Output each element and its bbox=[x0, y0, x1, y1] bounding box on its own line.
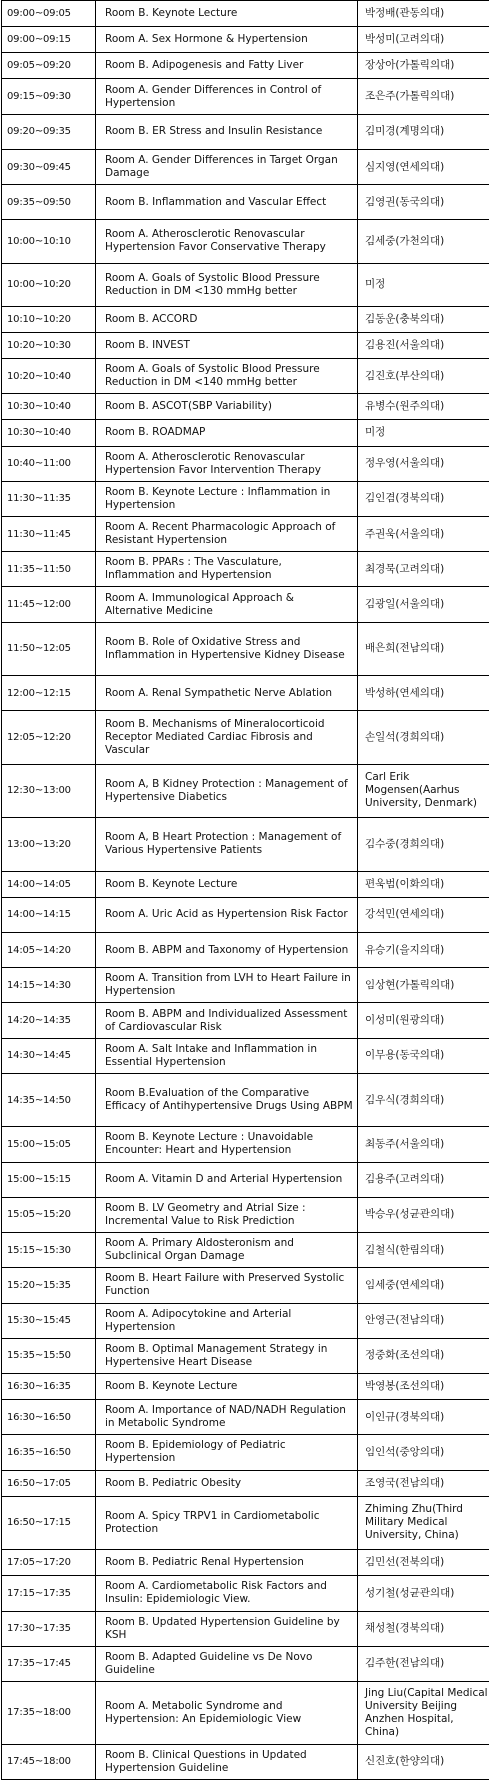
time-cell: 15:30~15:45 bbox=[2, 1303, 96, 1338]
time-cell: 09:35~09:50 bbox=[2, 185, 96, 220]
topic-cell: Room B. ROADMAP bbox=[96, 420, 358, 446]
table-row bbox=[2, 552, 489, 587]
table-row bbox=[2, 1400, 489, 1435]
topic-cell: Room B. Updated Hypertension Guideline by KSH bbox=[96, 1611, 358, 1646]
table-row bbox=[2, 27, 489, 53]
time-cell: 16:50~17:05 bbox=[2, 1470, 96, 1496]
table-row bbox=[2, 897, 489, 932]
table-row bbox=[2, 1268, 489, 1303]
table-row bbox=[2, 1611, 489, 1646]
speaker-cell: 편욱범(이화의대) bbox=[358, 871, 489, 897]
topic-cell: Room B.Evaluation of the Comparative Efficacy of Antihypertensive Drugs Using ABPM bbox=[96, 1073, 358, 1126]
speaker-cell: 채성철(경북의대) bbox=[358, 1611, 489, 1646]
speaker-cell: 김우식(경희의대) bbox=[358, 1073, 489, 1126]
time-cell: 15:00~15:05 bbox=[2, 1127, 96, 1162]
time-cell: 09:30~09:45 bbox=[2, 149, 96, 184]
topic-cell: Room B. Keynote Lecture bbox=[96, 871, 358, 897]
topic-cell: Room A. Salt Intake and Inflammation in Essential Hypertension bbox=[96, 1038, 358, 1073]
speaker-cell: 임인석(중앙의대) bbox=[358, 1435, 489, 1470]
speaker-cell: 강석민(연세의대) bbox=[358, 897, 489, 932]
time-cell: 14:15~14:30 bbox=[2, 968, 96, 1003]
table-row bbox=[2, 1550, 489, 1576]
table-row bbox=[2, 420, 489, 446]
table-row bbox=[2, 1073, 489, 1126]
table-row bbox=[2, 220, 489, 263]
time-cell: 10:40~11:00 bbox=[2, 446, 96, 481]
table-row bbox=[2, 1744, 489, 1779]
topic-cell: Room A. Atherosclerotic Renovascular Hypertension Favor Conservative Therapy bbox=[96, 220, 358, 263]
speaker-cell: 박영봉(조선의대) bbox=[358, 1374, 489, 1400]
table-row bbox=[2, 263, 489, 306]
topic-cell: Room B. Mechanisms of Mineralocorticoid Receptor Mediated Cardiac Fibrosis and Vascular bbox=[96, 711, 358, 764]
speaker-cell: 임세중(연세의대) bbox=[358, 1268, 489, 1303]
table-row bbox=[2, 1435, 489, 1470]
table-row bbox=[2, 1646, 489, 1681]
time-cell: 15:15~15:30 bbox=[2, 1233, 96, 1268]
speaker-cell: 김동운(충북의대) bbox=[358, 306, 489, 332]
speaker-cell: 손일석(경희의대) bbox=[358, 711, 489, 764]
table-row bbox=[2, 306, 489, 332]
speaker-cell: 박성하(연세의대) bbox=[358, 676, 489, 711]
table-row bbox=[2, 1038, 489, 1073]
topic-cell: Room A. Goals of Systolic Blood Pressure Reduction in DM <130 mmHg better bbox=[96, 263, 358, 306]
topic-cell: Room B. Pediatric Renal Hypertension bbox=[96, 1550, 358, 1576]
speaker-cell: 조영국(전남의대) bbox=[358, 1470, 489, 1496]
speaker-cell: 유승기(을지의대) bbox=[358, 933, 489, 968]
table-row bbox=[2, 446, 489, 481]
topic-cell: Room B. Clinical Questions in Updated Hypertension Guideline bbox=[96, 1744, 358, 1779]
table-row bbox=[2, 1374, 489, 1400]
time-cell: 14:00~14:05 bbox=[2, 871, 96, 897]
topic-cell: Room B. ABPM and Taxonomy of Hypertension bbox=[96, 933, 358, 968]
table-row bbox=[2, 481, 489, 516]
table-row bbox=[2, 149, 489, 184]
topic-cell: Room B. Adapted Guideline vs De Novo Guideline bbox=[96, 1646, 358, 1681]
table-row bbox=[2, 871, 489, 897]
speaker-cell: 김인겸(경북의대) bbox=[358, 481, 489, 516]
table-row bbox=[2, 1338, 489, 1373]
time-cell: 17:30~17:35 bbox=[2, 1611, 96, 1646]
speaker-cell: 최경묵(고려의대) bbox=[358, 552, 489, 587]
speaker-cell: 김용진(서울의대) bbox=[358, 332, 489, 358]
time-cell: 09:15~09:30 bbox=[2, 79, 96, 114]
speaker-cell: 주권욱(서울의대) bbox=[358, 517, 489, 552]
time-cell: 10:00~10:10 bbox=[2, 220, 96, 263]
speaker-cell: Carl Erik Mogensen(Aarhus University, Denmark) bbox=[358, 764, 489, 817]
topic-cell: Room B. Role of Oxidative Stress and Inflammation in Hypertensive Kidney Disease bbox=[96, 622, 358, 675]
topic-cell: Room A. Immunological Approach & Alternative Medicine bbox=[96, 587, 358, 622]
table-row bbox=[2, 359, 489, 394]
speaker-cell: 김수중(경희의대) bbox=[358, 818, 489, 871]
table-row bbox=[2, 114, 489, 149]
topic-cell: Room B. Inflammation and Vascular Effect bbox=[96, 185, 358, 220]
table-row bbox=[2, 394, 489, 420]
table-row bbox=[2, 764, 489, 817]
topic-cell: Room A. Cardiometabolic Risk Factors and Insulin: Epidemiologic View. bbox=[96, 1576, 358, 1611]
topic-cell: Room A. Spicy TRPV1 in Cardiometabolic Protection bbox=[96, 1496, 358, 1549]
time-cell: 12:05~12:20 bbox=[2, 711, 96, 764]
time-cell: 10:20~10:40 bbox=[2, 359, 96, 394]
table-row bbox=[2, 517, 489, 552]
speaker-cell: 장상아(가톨릭의대) bbox=[358, 53, 489, 79]
table-row bbox=[2, 1, 489, 27]
speaker-cell: 김철식(한림의대) bbox=[358, 1233, 489, 1268]
topic-cell: Room A. Atherosclerotic Renovascular Hypertension Favor Intervention Therapy bbox=[96, 446, 358, 481]
table-row bbox=[2, 1496, 489, 1549]
topic-cell: Room B. Keynote Lecture : Unavoidable Encounter: Heart and Hypertension bbox=[96, 1127, 358, 1162]
time-cell: 16:30~16:35 bbox=[2, 1374, 96, 1400]
speaker-cell: 박승우(성균관의대) bbox=[358, 1197, 489, 1232]
topic-cell: Room B. ASCOT(SBP Variability) bbox=[96, 394, 358, 420]
time-cell: 11:30~11:35 bbox=[2, 481, 96, 516]
topic-cell: Room A, B Kidney Protection : Management of Hypertensive Diabetics bbox=[96, 764, 358, 817]
time-cell: 13:00~13:20 bbox=[2, 818, 96, 871]
speaker-cell: 박정배(관동의대) bbox=[358, 1, 489, 27]
time-cell: 15:35~15:50 bbox=[2, 1338, 96, 1373]
time-cell: 17:15~17:35 bbox=[2, 1576, 96, 1611]
table-row bbox=[2, 1576, 489, 1611]
time-cell: 14:20~14:35 bbox=[2, 1003, 96, 1038]
table-row bbox=[2, 1470, 489, 1496]
topic-cell: Room B. LV Geometry and Atrial Size : Incremental Value to Risk Prediction bbox=[96, 1197, 358, 1232]
speaker-cell: 김진호(부산의대) bbox=[358, 359, 489, 394]
time-cell: 10:30~10:40 bbox=[2, 420, 96, 446]
table-row bbox=[2, 818, 489, 871]
table-row bbox=[2, 587, 489, 622]
topic-cell: Room B. Pediatric Obesity bbox=[96, 1470, 358, 1496]
speaker-cell: 미정 bbox=[358, 263, 489, 306]
table-row bbox=[2, 1682, 489, 1745]
speaker-cell: 최동주(서울의대) bbox=[358, 1127, 489, 1162]
time-cell: 17:05~17:20 bbox=[2, 1550, 96, 1576]
time-cell: 16:50~17:15 bbox=[2, 1496, 96, 1549]
time-cell: 15:20~15:35 bbox=[2, 1268, 96, 1303]
topic-cell: Room A, B Heart Protection : Management of Various Hypertensive Patients bbox=[96, 818, 358, 871]
speaker-cell: 미정 bbox=[358, 420, 489, 446]
topic-cell: Room A. Adipocytokine and Arterial Hypertension bbox=[96, 1303, 358, 1338]
table-row bbox=[2, 1197, 489, 1232]
speaker-cell: 이인규(경북의대) bbox=[358, 1400, 489, 1435]
speaker-cell: Zhiming Zhu(Third Military Medical University, China) bbox=[358, 1496, 489, 1549]
schedule-body bbox=[2, 1, 489, 1780]
topic-cell: Room A. Importance of NAD/NADH Regulation in Metabolic Syndrome bbox=[96, 1400, 358, 1435]
topic-cell: Room B. Epidemiology of Pediatric Hypertension bbox=[96, 1435, 358, 1470]
speaker-cell: 김광일(서울의대) bbox=[358, 587, 489, 622]
topic-cell: Room A. Uric Acid as Hypertension Risk Factor bbox=[96, 897, 358, 932]
topic-cell: Room A. Recent Pharmacologic Approach of Resistant Hypertension bbox=[96, 517, 358, 552]
topic-cell: Room B. Keynote Lecture bbox=[96, 1374, 358, 1400]
speaker-cell: 김세중(가천의대) bbox=[358, 220, 489, 263]
time-cell: 16:30~16:50 bbox=[2, 1400, 96, 1435]
topic-cell: Room A. Primary Aldosteronism and Subclinical Organ Damage bbox=[96, 1233, 358, 1268]
time-cell: 10:30~10:40 bbox=[2, 394, 96, 420]
time-cell: 14:00~14:15 bbox=[2, 897, 96, 932]
table-row bbox=[2, 1233, 489, 1268]
speaker-cell: 박성미(고려의대) bbox=[358, 27, 489, 53]
time-cell: 09:20~09:35 bbox=[2, 114, 96, 149]
time-cell: 14:35~14:50 bbox=[2, 1073, 96, 1126]
topic-cell: Room A. Vitamin D and Arterial Hypertension bbox=[96, 1162, 358, 1197]
topic-cell: Room B. Optimal Management Strategy in Hypertensive Heart Disease bbox=[96, 1338, 358, 1373]
speaker-cell: 이무용(동국의대) bbox=[358, 1038, 489, 1073]
time-cell: 12:00~12:15 bbox=[2, 676, 96, 711]
speaker-cell: 배은희(전남의대) bbox=[358, 622, 489, 675]
table-row bbox=[2, 79, 489, 114]
time-cell: 16:35~16:50 bbox=[2, 1435, 96, 1470]
time-cell: 14:30~14:45 bbox=[2, 1038, 96, 1073]
table-row bbox=[2, 933, 489, 968]
topic-cell: Room B. Keynote Lecture bbox=[96, 1, 358, 27]
table-row bbox=[2, 968, 489, 1003]
time-cell: 12:30~13:00 bbox=[2, 764, 96, 817]
speaker-cell: Jing Liu(Capital Medical University Beijing Anzhen Hospital, China) bbox=[358, 1682, 489, 1745]
schedule-table bbox=[1, 0, 489, 1780]
speaker-cell: 유병수(원주의대) bbox=[358, 394, 489, 420]
speaker-cell: 성기철(성균관의대) bbox=[358, 1576, 489, 1611]
topic-cell: Room B. Heart Failure with Preserved Systolic Function bbox=[96, 1268, 358, 1303]
time-cell: 14:05~14:20 bbox=[2, 933, 96, 968]
table-row bbox=[2, 332, 489, 358]
topic-cell: Room A. Transition from LVH to Heart Failure in Hypertension bbox=[96, 968, 358, 1003]
table-row bbox=[2, 676, 489, 711]
table-row bbox=[2, 1303, 489, 1338]
speaker-cell: 김미경(계명의대) bbox=[358, 114, 489, 149]
table-row bbox=[2, 53, 489, 79]
speaker-cell: 심지영(연세의대) bbox=[358, 149, 489, 184]
topic-cell: Room B. ER Stress and Insulin Resistance bbox=[96, 114, 358, 149]
time-cell: 11:30~11:45 bbox=[2, 517, 96, 552]
topic-cell: Room B. PPARs : The Vasculature, Inflammation and Hypertension bbox=[96, 552, 358, 587]
speaker-cell: 김영권(동국의대) bbox=[358, 185, 489, 220]
table-row bbox=[2, 1162, 489, 1197]
table-row bbox=[2, 711, 489, 764]
time-cell: 11:35~11:50 bbox=[2, 552, 96, 587]
time-cell: 15:05~15:20 bbox=[2, 1197, 96, 1232]
topic-cell: Room B. Keynote Lecture : Inflammation in Hypertension bbox=[96, 481, 358, 516]
topic-cell: Room B. Adipogenesis and Fatty Liver bbox=[96, 53, 358, 79]
topic-cell: Room A. Renal Sympathetic Nerve Ablation bbox=[96, 676, 358, 711]
time-cell: 11:50~12:05 bbox=[2, 622, 96, 675]
topic-cell: Room A. Gender Differences in Target Organ Damage bbox=[96, 149, 358, 184]
topic-cell: Room A. Goals of Systolic Blood Pressure Reduction in DM <140 mmHg better bbox=[96, 359, 358, 394]
time-cell: 10:00~10:20 bbox=[2, 263, 96, 306]
speaker-cell: 안영근(전남의대) bbox=[358, 1303, 489, 1338]
time-cell: 17:35~17:45 bbox=[2, 1646, 96, 1681]
speaker-cell: 신진호(한양의대) bbox=[358, 1744, 489, 1779]
time-cell: 15:00~15:15 bbox=[2, 1162, 96, 1197]
speaker-cell: 김용주(고려의대) bbox=[358, 1162, 489, 1197]
time-cell: 10:20~10:30 bbox=[2, 332, 96, 358]
topic-cell: Room B. ABPM and Individualized Assessment of Cardiovascular Risk bbox=[96, 1003, 358, 1038]
table-row bbox=[2, 1127, 489, 1162]
speaker-cell: 이성미(원광의대) bbox=[358, 1003, 489, 1038]
speaker-cell: 김주한(전남의대) bbox=[358, 1646, 489, 1681]
topic-cell: Room A. Gender Differences in Control of Hypertension bbox=[96, 79, 358, 114]
speaker-cell: 김민선(전북의대) bbox=[358, 1550, 489, 1576]
time-cell: 11:45~12:00 bbox=[2, 587, 96, 622]
speaker-cell: 임상현(가톨릭의대) bbox=[358, 968, 489, 1003]
time-cell: 17:35~18:00 bbox=[2, 1682, 96, 1745]
time-cell: 09:00~09:15 bbox=[2, 27, 96, 53]
topic-cell: Room B. ACCORD bbox=[96, 306, 358, 332]
time-cell: 10:10~10:20 bbox=[2, 306, 96, 332]
table-row bbox=[2, 622, 489, 675]
time-cell: 17:45~18:00 bbox=[2, 1744, 96, 1779]
topic-cell: Room A. Sex Hormone & Hypertension bbox=[96, 27, 358, 53]
topic-cell: Room A. Metabolic Syndrome and Hypertension: An Epidemiologic View bbox=[96, 1682, 358, 1745]
time-cell: 09:00~09:05 bbox=[2, 1, 96, 27]
topic-cell: Room B. INVEST bbox=[96, 332, 358, 358]
speaker-cell: 조은주(가톨릭의대) bbox=[358, 79, 489, 114]
table-row bbox=[2, 185, 489, 220]
table-row bbox=[2, 1003, 489, 1038]
speaker-cell: 정중화(조선의대) bbox=[358, 1338, 489, 1373]
speaker-cell: 정우영(서울의대) bbox=[358, 446, 489, 481]
time-cell: 09:05~09:20 bbox=[2, 53, 96, 79]
